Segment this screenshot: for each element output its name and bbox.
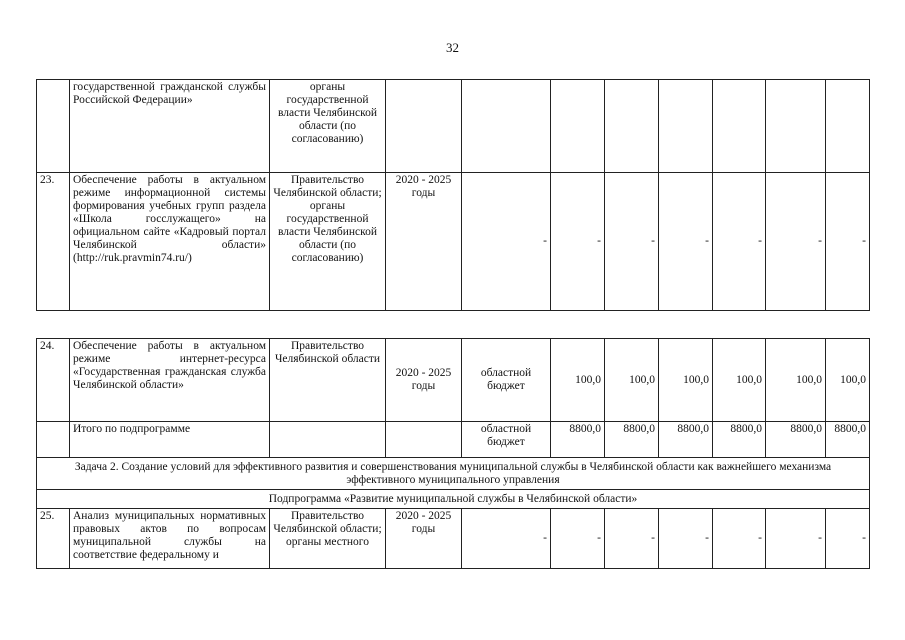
cell-executor: Правительство Челябинской области; органы местного bbox=[270, 509, 386, 569]
page-number: 32 bbox=[446, 40, 459, 55]
cell-value bbox=[605, 80, 659, 173]
cell-value: 8800,0 bbox=[826, 422, 870, 458]
cell-name: Анализ муниципальных нормативных правовых актов по вопросам муниципальной службы на соответствие федеральному и bbox=[70, 509, 270, 569]
cell-value: - bbox=[462, 509, 551, 569]
cell-value: 100,0 bbox=[713, 339, 766, 422]
table-row-23 bbox=[37, 173, 870, 311]
cell-period: 2020 - 2025 годы bbox=[386, 173, 462, 311]
cell-name: Обеспечение работы в актуальном режиме интернет-ресурса «Государственная гражданская служба Челябинской области» bbox=[70, 339, 270, 422]
cell-value: 8800,0 bbox=[551, 422, 605, 458]
cell-value: 100,0 bbox=[826, 339, 870, 422]
cell-executor: Правительство Челябинской области bbox=[270, 339, 386, 422]
cell-executor bbox=[270, 422, 386, 458]
cell-period bbox=[386, 422, 462, 458]
cell-period bbox=[386, 80, 462, 173]
cell-num bbox=[37, 422, 70, 458]
subprogram-heading: Подпрограмма «Развитие муниципальной службы в Челябинской области» bbox=[37, 490, 870, 509]
cell-value bbox=[766, 80, 826, 173]
cell-value: - bbox=[605, 509, 659, 569]
table-row-task2 bbox=[37, 458, 870, 490]
cell-value: - bbox=[462, 173, 551, 311]
cell-value bbox=[659, 80, 713, 173]
task-heading: Задача 2. Создание условий для эффективного развития и совершенствования муниципальной службы в Челябинской области как важнейшего механизма эффективного муниципального управления bbox=[37, 458, 870, 490]
cell-value: 100,0 bbox=[551, 339, 605, 422]
cell-value: 100,0 bbox=[659, 339, 713, 422]
cell-value: - bbox=[659, 173, 713, 311]
cell-num: 25. bbox=[37, 509, 70, 569]
cell-value: 8800,0 bbox=[713, 422, 766, 458]
cell-value: - bbox=[713, 509, 766, 569]
cell-value: - bbox=[826, 509, 870, 569]
cell-value bbox=[551, 80, 605, 173]
cell-source: областной бюджет bbox=[462, 339, 551, 422]
cell-value: 8800,0 bbox=[605, 422, 659, 458]
cell-value: - bbox=[551, 509, 605, 569]
cell-value: 8800,0 bbox=[766, 422, 826, 458]
table-row-total bbox=[37, 422, 870, 458]
cell-value: - bbox=[713, 173, 766, 311]
cell-value: 100,0 bbox=[605, 339, 659, 422]
cell-name: Итого по подпрограмме bbox=[70, 422, 270, 458]
cell-value bbox=[826, 80, 870, 173]
table-row-25 bbox=[37, 509, 870, 569]
program-table-bottom bbox=[36, 338, 870, 569]
cell-value: - bbox=[605, 173, 659, 311]
table-row-continuation bbox=[37, 80, 870, 173]
cell-executor: Правительство Челябинской области; органы государственной власти Челябинской области (по согласованию) bbox=[270, 173, 386, 311]
cell-period: 2020 - 2025 годы bbox=[386, 339, 462, 422]
program-table-top bbox=[36, 79, 870, 311]
cell-name: государственной гражданской службы Российской Федерации» bbox=[70, 80, 270, 173]
cell-value: 8800,0 bbox=[659, 422, 713, 458]
cell-name: Обеспечение работы в актуальном режиме информационной системы формирования учебных групп раздела «Школа госслужащего» на официальном сайте «Кадровый портал Челябинской области» (http://ruk.pravmin74.ru/) bbox=[70, 173, 270, 311]
cell-value: - bbox=[826, 173, 870, 311]
cell-num: 24. bbox=[37, 339, 70, 422]
cell-value: - bbox=[551, 173, 605, 311]
cell-value: - bbox=[766, 509, 826, 569]
cell-num bbox=[37, 80, 70, 173]
cell-period: 2020 - 2025 годы bbox=[386, 509, 462, 569]
cell-value: - bbox=[659, 509, 713, 569]
cell-num: 23. bbox=[37, 173, 70, 311]
cell-value bbox=[462, 80, 551, 173]
table-row-subprogram bbox=[37, 490, 870, 509]
cell-value: - bbox=[766, 173, 826, 311]
cell-value bbox=[713, 80, 766, 173]
table-row-24 bbox=[37, 339, 870, 422]
cell-executor: органы государственной власти Челябинской области (по согласованию) bbox=[270, 80, 386, 173]
cell-value: 100,0 bbox=[766, 339, 826, 422]
cell-source: областной бюджет bbox=[462, 422, 551, 458]
